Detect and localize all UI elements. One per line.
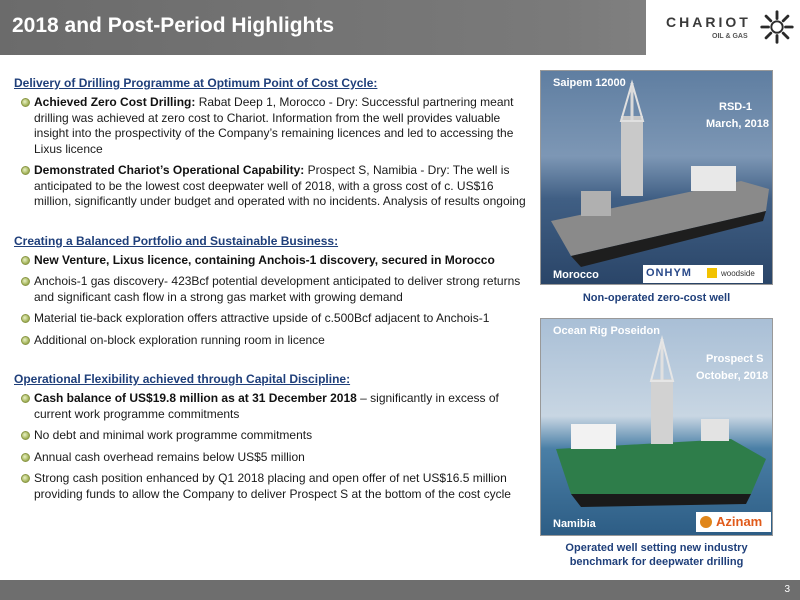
onhym-logo: ONHYM [646, 267, 692, 279]
partner-logos [696, 512, 771, 532]
chariot-wheel-icon [758, 8, 796, 46]
bullet-operational-capability [14, 163, 534, 210]
bullet-icon [21, 98, 30, 107]
bullet-running-room [14, 333, 534, 349]
bullet-strong-cash [14, 471, 534, 502]
bullet-no-debt [14, 428, 534, 444]
bullet-anchois-discovery [14, 274, 534, 305]
bullet-text: Material tie-back exploration offers attractive upside of c.500Bcf adjacent to Anchois-1 [34, 311, 490, 325]
bullet-text: – significantly in excess of current work programme commitments [34, 391, 499, 421]
bullet-text: Rabat Deep 1, Morocco - Dry: Successful partnering meant drilling was achieved at zero cost to Chariot. Information from the well provides valuable insight into the prospectivity of the Company’s remaining licences and led to accessing the Lixus licence [34, 95, 514, 156]
bullet-text: Annual cash overhead remains below US$5 million [34, 449, 305, 464]
chariot-logo [646, 0, 800, 55]
bullet-icon [21, 474, 30, 483]
woodside-logo: woodside [721, 269, 755, 278]
location-label: Namibia [553, 518, 596, 530]
bullet-icon [21, 453, 30, 462]
photo1-caption: Non-operated zero-cost well [582, 292, 731, 304]
bullet-icon [21, 256, 30, 265]
partner-logos [643, 265, 763, 283]
eni-logo-icon [707, 268, 717, 278]
bullet-text: Prospect S, Namibia - Dry: The well is anticipated to be the lowest cost deepwater well of 2018, with a gross cost of c. US$16 million, significantly under budget and operated with no incidents. Analysis of results ongoing [34, 163, 526, 208]
bullet-lead: Achieved Zero Cost Drilling: [34, 95, 196, 109]
bullet-cash-overhead [14, 450, 534, 466]
bullet-lead: New Venture, Lixus licence, containing Anchois-1 discovery, secured in Morocco [34, 252, 495, 267]
photo2-caption-line2: benchmark for deepwater drilling [569, 556, 744, 568]
section-heading-capital: Operational Flexibility achieved through Capital Discipline: [14, 372, 351, 386]
page-title: 2018 and Post-Period Highlights [12, 14, 335, 37]
rig-name-label: Saipem 12000 [553, 77, 626, 89]
bullet-text: Strong cash position enhanced by Q1 2018 placing and open offer of net US$16.5 million providing funds to allow the Company to deliver Prospect S at the bottom of the cost cycle [34, 471, 511, 501]
bullet-tie-back [14, 311, 534, 327]
bullet-icon [21, 277, 30, 286]
section-heading-drilling: Delivery of Drilling Programme at Optimum Point of Cost Cycle: [14, 76, 378, 90]
logo-subtitle: OIL & GAS [712, 33, 748, 40]
rig-name-label: Ocean Rig Poseidon [553, 325, 660, 337]
bullet-icon [21, 431, 30, 440]
header [0, 0, 800, 55]
highlights-content [14, 76, 534, 508]
location-label: Morocco [553, 269, 599, 281]
bullet-lead: Cash balance of US$19.8 million as at 31 December 2018 [34, 391, 357, 405]
bullet-zero-cost [14, 95, 534, 157]
drillship-illustration-icon [541, 319, 773, 536]
bullet-lead: Demonstrated Chariot’s Operational Capability: [34, 163, 305, 177]
logo-name: CHARIOT [666, 14, 751, 30]
section-heading-portfolio: Creating a Balanced Portfolio and Sustainable Business: [14, 233, 339, 248]
bullet-text: Anchois-1 gas discovery- 423Bcf potential development anticipated to deliver strong returns and significant cash flow in a strong gas market with growing demand [34, 274, 521, 304]
bullet-text: Additional on-block exploration running room in licence [34, 332, 325, 347]
bullet-icon [21, 336, 30, 345]
well-name-label: Prospect S [706, 353, 764, 365]
photo-saipem-rig [540, 70, 773, 285]
bullet-cash-balance [14, 391, 534, 422]
azinam-logo: Azinam [716, 514, 763, 529]
footer-bar [0, 580, 800, 600]
photo2-caption-line1: Operated well setting new industry [565, 542, 748, 554]
well-name-label: RSD-1 [719, 101, 753, 113]
well-date-label: March, 2018 [706, 118, 769, 130]
bullet-new-venture [14, 253, 534, 269]
bullet-icon [21, 314, 30, 323]
bullet-text: No debt and minimal work programme commitments [34, 428, 313, 442]
bullet-icon [21, 166, 30, 175]
well-date-label: October, 2018 [696, 370, 769, 382]
page-number: 3 [784, 584, 790, 595]
bullet-icon [21, 394, 30, 403]
azinam-logo-icon [700, 516, 712, 528]
photo-ocean-rig [540, 318, 773, 536]
